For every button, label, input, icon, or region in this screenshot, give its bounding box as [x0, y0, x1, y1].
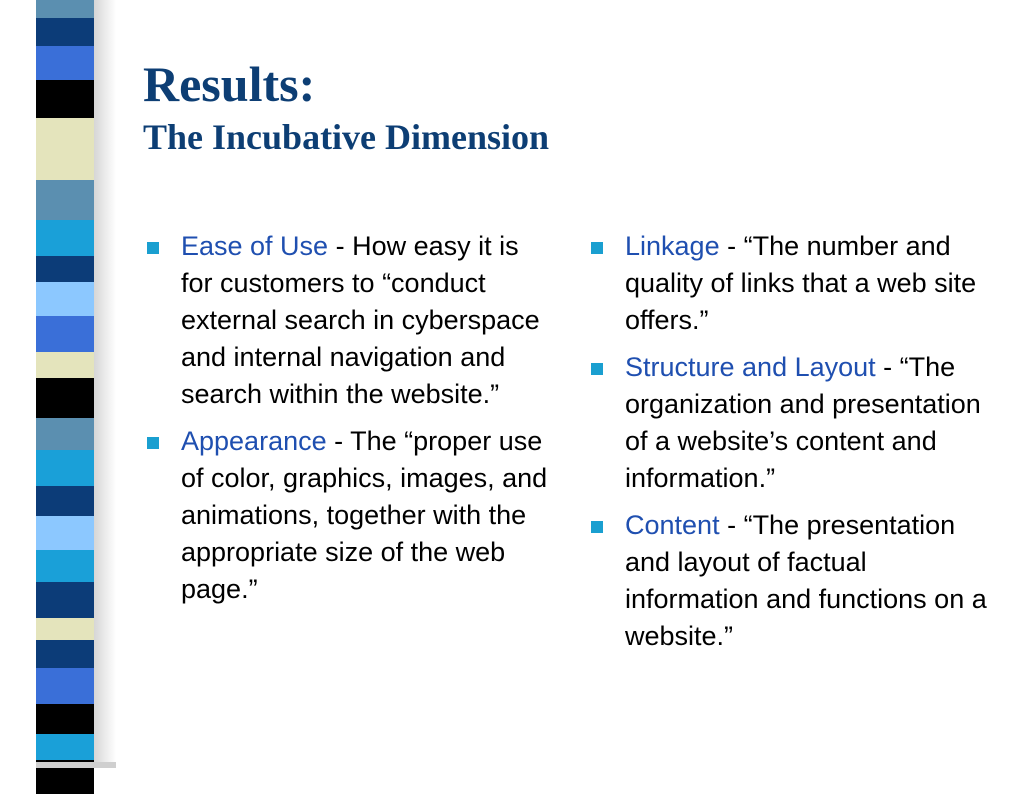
stripe-shadow — [94, 0, 116, 768]
bullet-description: - The “proper use of color, graphics, images, and animations, together with the appropriate size of the web page.” — [181, 426, 548, 604]
stripe-band — [36, 618, 94, 640]
stripe-band — [36, 734, 94, 760]
slide-title: Results: — [143, 56, 316, 112]
bullet-description: - “The organization and presentation of a website’s content and information.” — [625, 352, 981, 493]
stripe-band — [36, 316, 94, 352]
stripe-band — [36, 704, 94, 734]
stripe-band — [36, 18, 94, 46]
stripe-band — [36, 220, 94, 256]
square-bullet-icon — [591, 242, 603, 254]
stripe-band — [36, 550, 94, 582]
bullet-content — [587, 507, 997, 655]
title-block — [143, 56, 549, 158]
right-bullet-list — [587, 228, 997, 665]
square-bullet-icon — [147, 242, 159, 254]
square-bullet-icon — [591, 363, 603, 375]
stripe-band — [36, 80, 94, 118]
stripe-band — [36, 46, 94, 80]
stripe-band — [36, 118, 94, 146]
bullet-appearance — [143, 423, 553, 608]
square-bullet-icon — [591, 521, 603, 533]
stripe-band — [36, 282, 94, 316]
stripe-band — [36, 668, 94, 704]
bullet-term: Ease of Use — [181, 231, 329, 261]
left-bullet-list — [143, 228, 553, 618]
stripe-band — [36, 378, 94, 418]
stripe-band — [36, 516, 94, 550]
bullet-term: Appearance — [181, 426, 327, 456]
stripe-band — [36, 146, 94, 180]
bullet-linkage — [587, 228, 997, 339]
stripe-band — [36, 180, 94, 220]
bullet-term: Linkage — [625, 231, 720, 261]
stripe-band — [36, 0, 94, 18]
decorative-stripe — [36, 0, 94, 768]
stripe-band — [36, 640, 94, 668]
stripe-band — [36, 450, 94, 486]
stripe-bottom-shadow — [36, 762, 116, 768]
square-bullet-icon — [147, 437, 159, 449]
stripe-band — [36, 418, 94, 450]
bullet-description: - “The number and quality of links that a web site offers.” — [625, 231, 977, 335]
stripe-band — [36, 486, 94, 516]
bullet-term: Content — [625, 510, 720, 540]
stripe-band — [36, 352, 94, 378]
slide-subtitle: The Incubative Dimension — [143, 117, 550, 157]
bullet-structure-and-layout — [587, 349, 997, 497]
bullet-description: - “The presentation and layout of factual information and functions on a website.” — [625, 510, 987, 651]
stripe-band — [36, 582, 94, 618]
bullet-term: Structure and Layout — [625, 352, 876, 382]
bullet-ease-of-use — [143, 228, 553, 413]
bullet-description: - How easy it is for customers to “conduct external search in cyberspace and internal navigation and search within the website.” — [181, 231, 540, 409]
stripe-band — [36, 256, 94, 282]
